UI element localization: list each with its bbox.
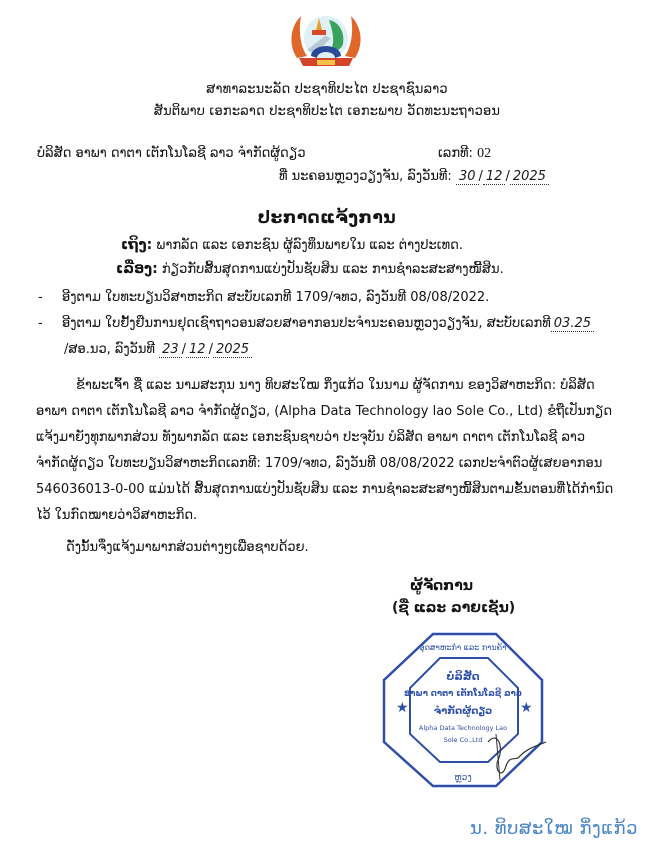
place-and-date: ທີ່ ນະຄອນຫຼວງວຽງຈັນ, ລົງວັນທີ: 30 / 12 / 2025 [279, 169, 549, 184]
ref-date-month: 12 [186, 342, 209, 358]
svg-text:ອຸດສາຫະກຳ ແລະ ການຄ້າ: ອຸດສາຫະກຳ ແລະ ການຄ້າ [419, 643, 507, 652]
svg-text:ຫຼວງ: ຫຼວງ [454, 773, 472, 783]
body-paragraph [36, 373, 626, 529]
addressee-line [121, 237, 463, 253]
svg-text:★: ★ [396, 700, 409, 716]
national-emblem [285, 6, 367, 68]
bullet-dash: - [38, 316, 43, 331]
stamp-line5: Sole Co.,Ltd [443, 736, 483, 744]
stamp-line2: ອາພາ ດາຕາ ເຕັກໂນໂລຊີ ລາວ [404, 689, 522, 699]
reference-text: ອີງຕາມ ໃບຢັ້ງຢືນການຢຸດເຊົາຖາວອນສວຍສາອາກອນປະຈຳນະຄອນຫຼວງວຽງຈັນ, ສະບັບເລກທີ [62, 316, 551, 331]
place-date-prefix: ທີ່ ນະຄອນຫຼວງວຽງຈັນ, ລົງວັນທີ: [279, 169, 452, 184]
reference-continuation-prefix: /ສອ.ນວ, ລົງວັນທີ [64, 342, 155, 357]
body-line: ແຈ້ງມາຍັງທຸກພາກສ່ວນ ທັງພາກລັດ ແລະ ເອກະຊົນຊາບວ່າ ປະຈຸບັນ ບໍລິສັດ ອາພາ ດາຕາ ເຕັກໂນໂລຊີ ລາວ [36, 430, 586, 445]
reference-continuation: /ສອ.ນວ, ລົງວັນທີ 23 / 12 / 2025 [64, 342, 252, 357]
stamp-icon [378, 630, 548, 790]
signature-subtitle: (ຊື່ ແລະ ລາຍເຊັນ) [392, 600, 516, 616]
doc-number-value: 02 [477, 146, 492, 161]
emblem-icon [285, 6, 367, 68]
body-line: ຂ້າພະເຈົ້າ ຊື່ ແລະ ນາມສະກຸນ ນາງ ທິບສະໃໝ ກິ່ງແກ້ວ ໃນນາມ ຜູ້ຈັດການ ຂອງວິສາຫະກິດ: ບໍລິສັດ [76, 378, 595, 393]
ref-date-day: 23 [159, 342, 182, 358]
signature-title: ຜູ້ຈັດການ [410, 578, 473, 594]
stamp-line4: Alpha Data Technology Lao [418, 724, 508, 732]
date-month: 12 [483, 169, 506, 185]
stamp-line3: ຈຳກັດຜູ້ດຽວ [433, 706, 493, 717]
document-number [438, 146, 491, 162]
reference-item [38, 290, 489, 305]
to-text: ພາກລັດ ແລະ ເອກະຊົນ ຜູ້ລົງທຶນພາຍໃນ ແລະ ຕ່າງປະເທດ. [156, 238, 463, 253]
bullet-dash: - [38, 290, 43, 305]
notice-title: ປະກາດແຈ້ງການ [257, 208, 397, 228]
country-name: ສາທາລະນະລັດ ປະຊາທິປະໄຕ ປະຊາຊົນລາວ [206, 82, 448, 97]
body-line: ອາພາ ດາຕາ ເຕັກໂນໂລຊີ ລາວ ຈຳກັດຜູ້ດຽວ, (Alpha Data Technology lao Sole Co., Ltd) ຂໍຖືເປັນກຽດ [36, 404, 613, 419]
company-stamp [378, 630, 548, 790]
subject-text: ກ່ຽວກັບສິ້ນສຸດການແບ່ງປັນຊັບສິນ ແລະ ການຊຳລະສະສາງໜີ້ສິນ. [161, 262, 504, 277]
signer-name: ນ. ທິບສະໃໝ ກິ່ງແກ້ວ [470, 818, 638, 839]
doc-number-label: ເລກທີ: [438, 146, 473, 161]
subject-label: ເລື່ອງ: [116, 261, 158, 277]
handwritten-number: 03.25 [551, 316, 594, 332]
reference-text: ອີງຕາມ ໃບທະບຽນວິສາຫະກິດ ສະບັບເລກທີ 1709/ຈທວ, ລົງວັນທີ 08/08/2022. [62, 290, 490, 305]
subject-line [116, 261, 504, 277]
reference-item [38, 316, 594, 331]
to-label: ເຖິງ: [121, 237, 153, 253]
svg-text:★: ★ [520, 700, 533, 716]
company-name: ບໍລິສັດ ອາພາ ດາຕາ ເຕັກໂນໂລຊີ ລາວ ຈຳກັດຜູ້ດຽວ [37, 146, 306, 161]
national-motto: ສັນຕິພາບ ເອກະລາດ ປະຊາທິປະໄຕ ເອກະພາບ ວັດທະນະຖາວອນ [153, 104, 501, 119]
body-line: 546036013-0-00 ແມ່ນໄດ້ ສິ້ນສຸດການແບ່ງປັນຊັບສິນ ແລະ ການຊຳລະສະສາງໜີ້ສິນຕາມຂັ້ນຕອນທີ່ໄດ້ກຳນົດ [36, 482, 614, 497]
date-day: 30 [456, 169, 479, 185]
closing-sentence: ດັ່ງນັ້ນຈຶ່ງແຈ້ງມາພາກສ່ວນຕ່າງໆເພື່ອຊາບດ້ວຍ. [66, 540, 309, 555]
stamp-line1: ບໍລິສັດ [446, 670, 480, 683]
ref-date-year: 2025 [213, 342, 252, 358]
date-year: 2025 [510, 169, 549, 185]
body-line: ຈຳກັດຜູ້ດຽວ ໃບທະບຽນວິສາຫະກິດເລກທີ: 1709/ຈທວ, ລົງວັນທີ 08/08/2022 ເລກປະຈຳຕົວຜູ້ເສຍອາກອນ [36, 456, 603, 471]
body-line: ໄວ້ ໃນກົດໝາຍວ່າວິສາຫະກິດ. [36, 508, 198, 523]
